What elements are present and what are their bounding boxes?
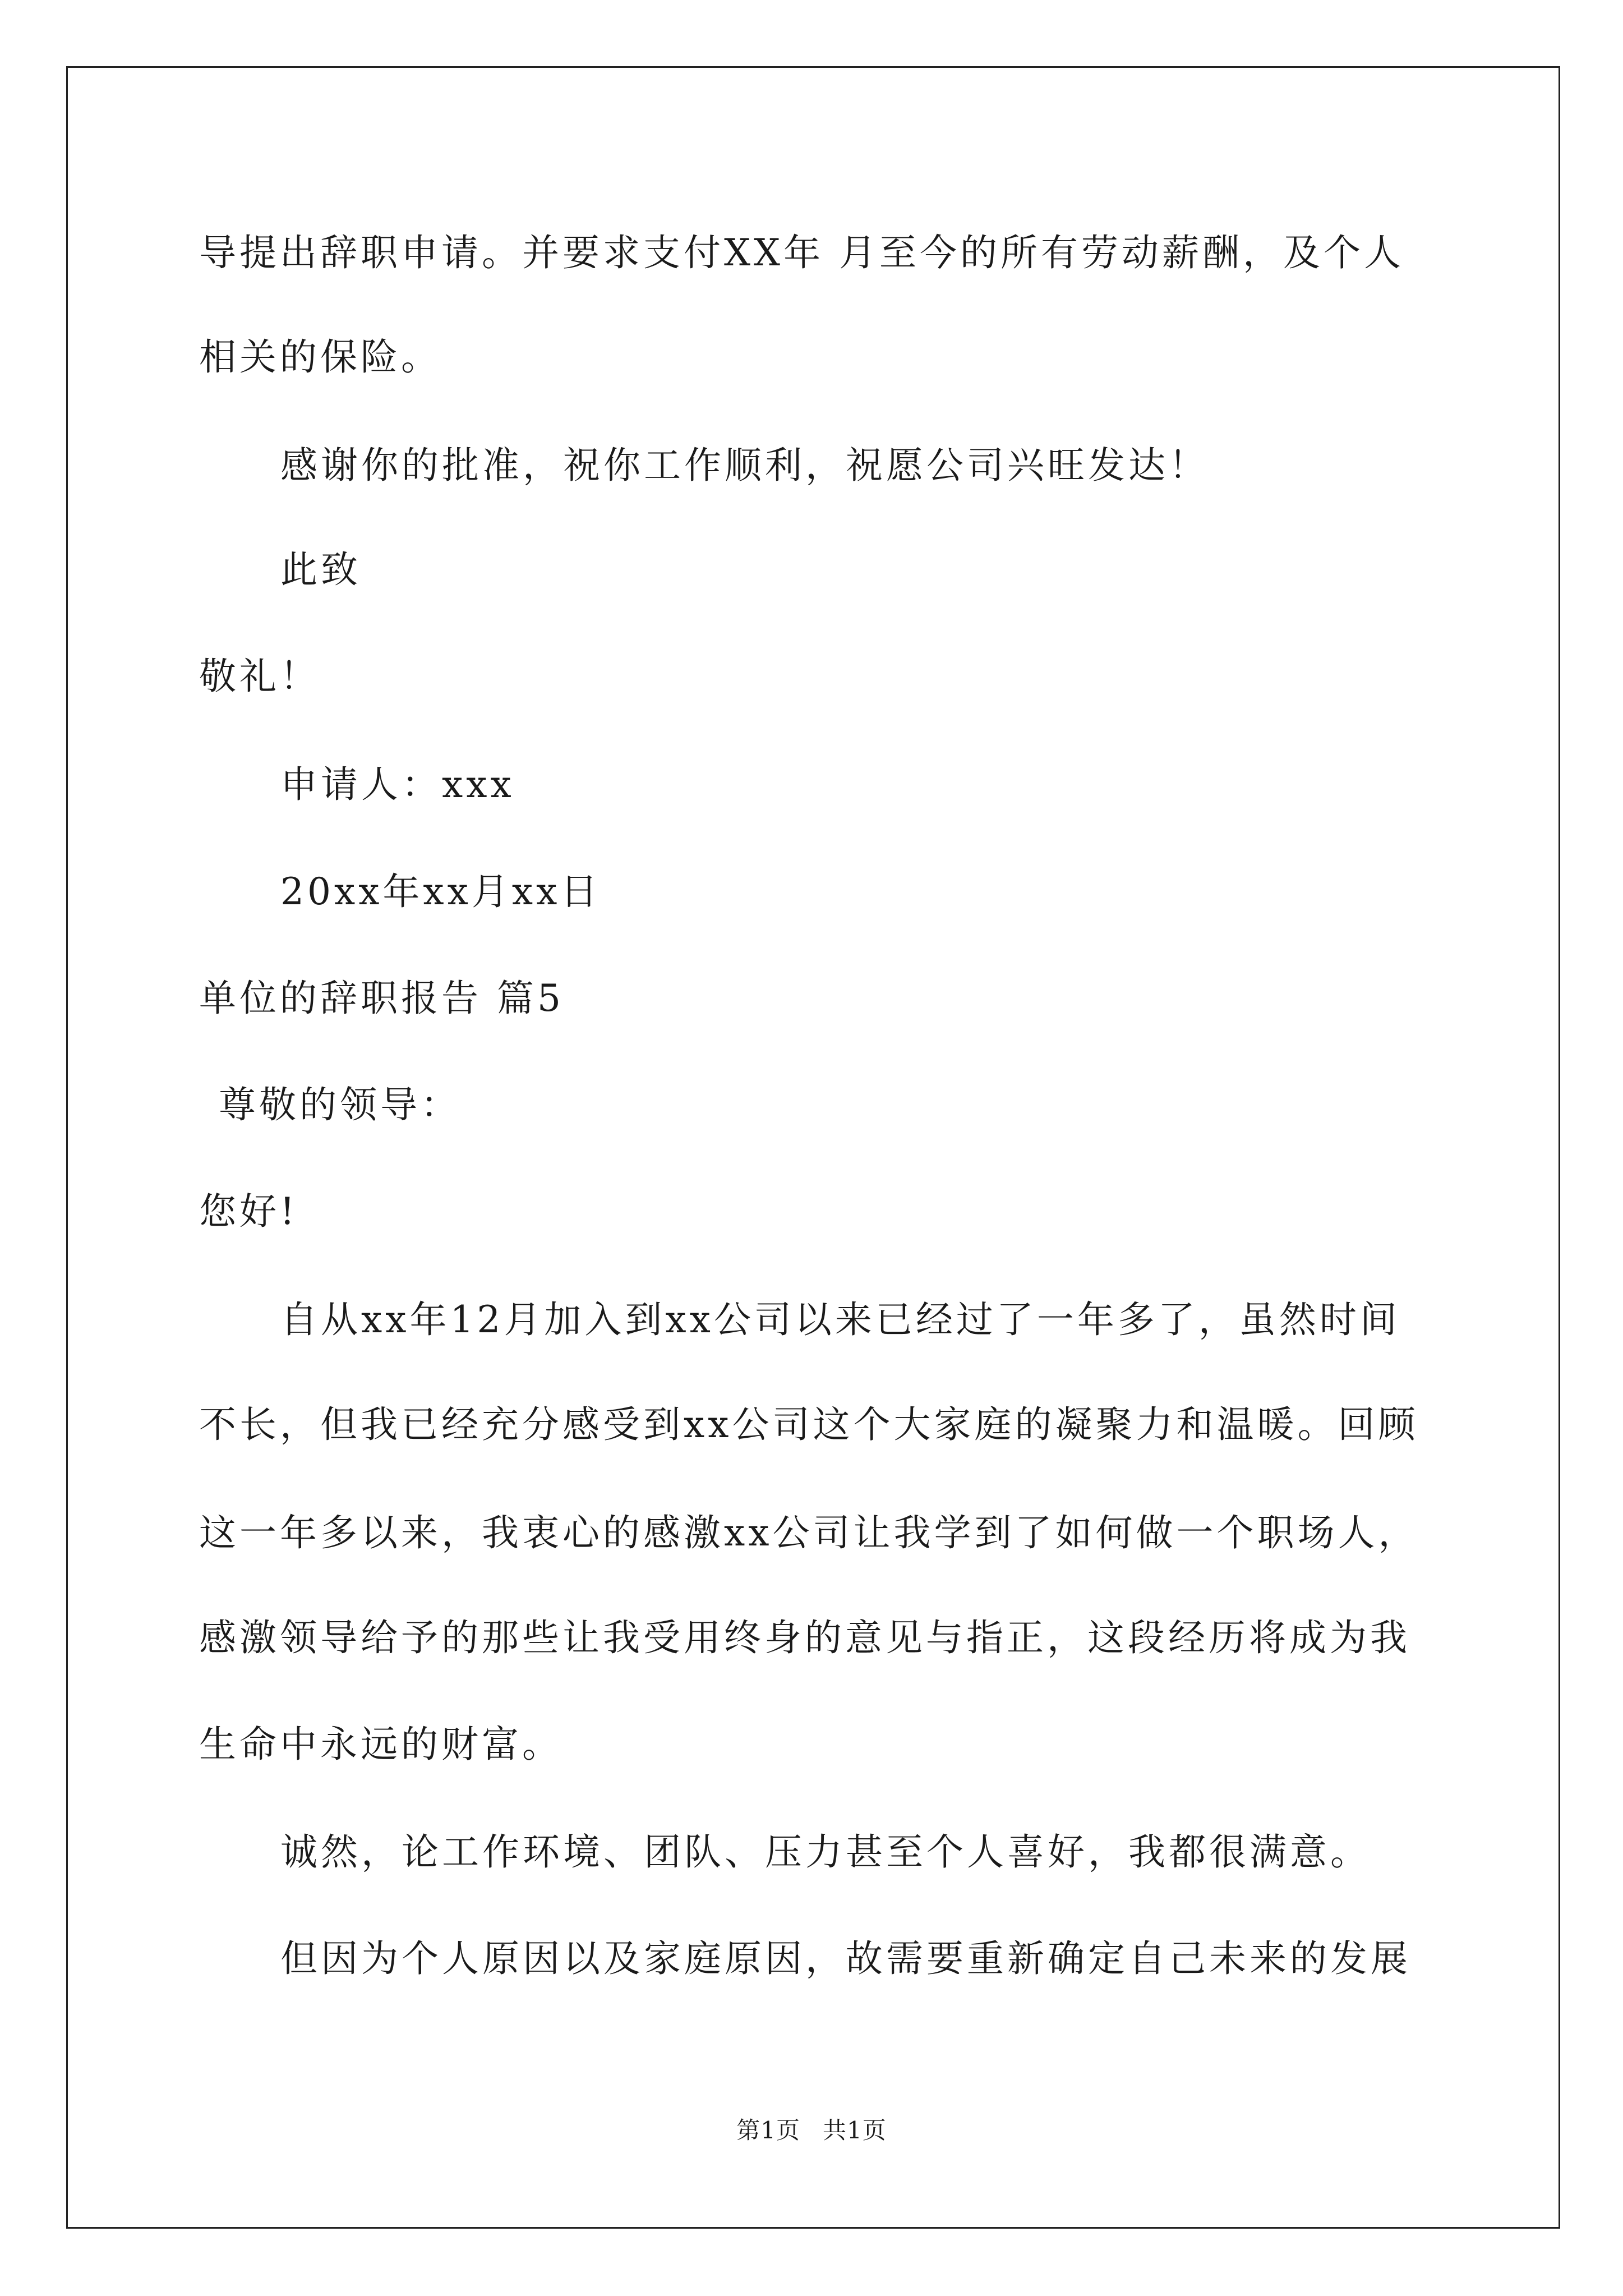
closing-salute: 敬礼！ (199, 655, 320, 698)
body-line: 诚然，论工作环境、团队、压力甚至个人喜好，我都很满意。 (280, 1830, 1371, 1874)
body-line: 导提出辞职申请。并要求支付XX年 月至今的所有劳动薪酬，及个人 (199, 231, 1404, 274)
body-line: 但因为个人原因以及家庭原因，故需要重新确定自己未来的发展 (280, 1937, 1411, 1980)
body-line: 感谢你的批准，祝你工作顺利，祝愿公司兴旺发达！ (280, 444, 1209, 487)
body-line: 不长，但我已经充分感受到xx公司这个大家庭的凝聚力和温暖。回顾 (199, 1403, 1419, 1446)
page-border (66, 66, 1560, 2229)
page-number: 第1页 (736, 2116, 800, 2144)
body-line: 感激领导给予的那些让我受用终身的意见与指正，这段经历将成为我 (199, 1616, 1410, 1659)
page-total: 共1页 (823, 2116, 887, 2144)
applicant-line: 申请人：xxx (280, 763, 515, 806)
page-footer (0, 2115, 1623, 2146)
body-line: 这一年多以来，我衷心的感激xx公司让我学到了如何做一个职场人， (199, 1511, 1419, 1554)
body-line: 自从xx年12月加入到xx公司以来已经过了一年多了，虽然时间 (280, 1298, 1400, 1341)
greeting: 您好! (199, 1190, 298, 1233)
closing-phrase: 此致 (280, 548, 361, 591)
body-line: 生命中永远的财富。 (199, 1723, 562, 1766)
section-heading: 单位的辞职报告 篇5 (199, 977, 564, 1020)
body-line: 相关的保险。 (199, 335, 441, 379)
salutation: 尊敬的领导： (219, 1083, 461, 1126)
date-line: 20xx年xx月xx日 (280, 870, 601, 913)
